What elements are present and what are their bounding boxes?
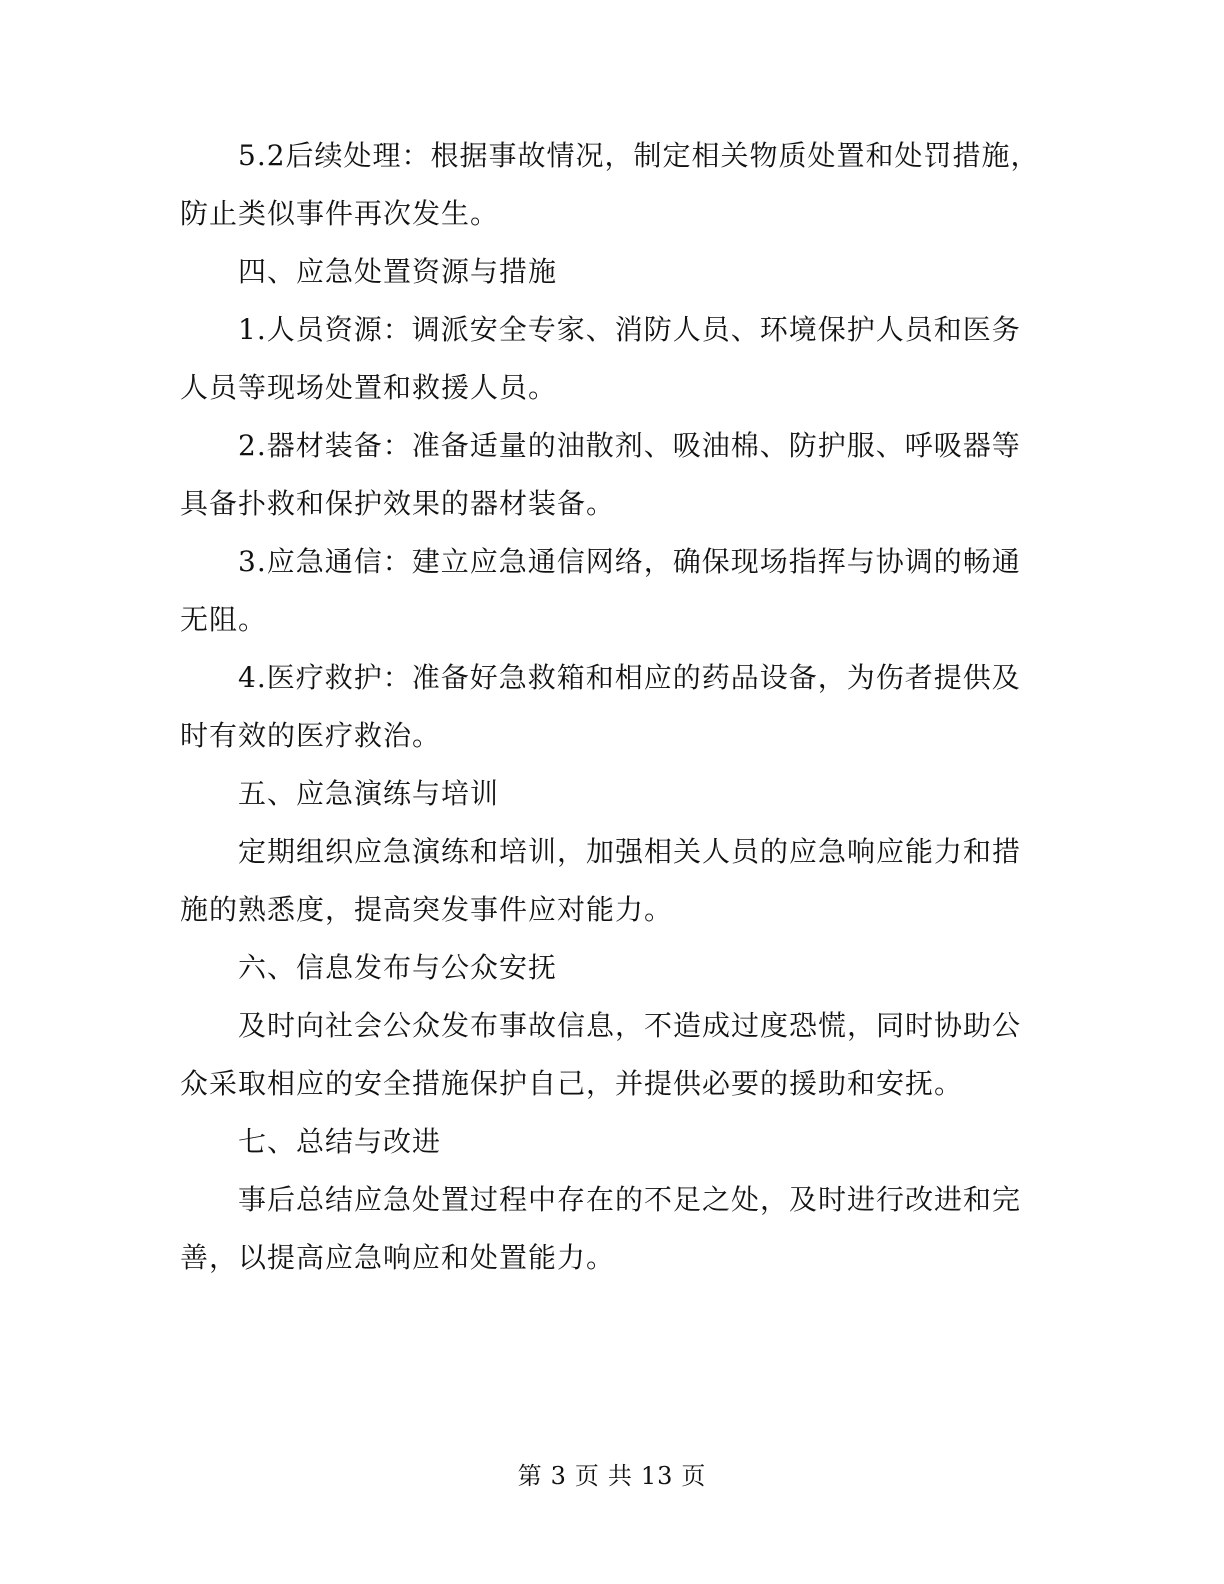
- document-body: [180, 127, 1040, 1287]
- paragraph-personnel: 1.人员资源：调派安全专家、消防人员、环境保护人员和医务人员等现场处置和救援人员。: [180, 313, 1021, 404]
- section-heading-summary: 七、总结与改进: [238, 1125, 442, 1158]
- section-heading-drills: 五、应急演练与培训: [238, 777, 500, 810]
- paragraph-drills: 定期组织应急演练和培训，加强相关人员的应急响应能力和措施的熟悉度，提高突发事件应对能力。: [180, 835, 1022, 926]
- footer-page-label: 页: [574, 1462, 600, 1490]
- footer-total-label: 共: [607, 1462, 633, 1490]
- section-heading-information: 六、信息发布与公众安抚: [238, 951, 558, 984]
- footer-prefix: 第: [517, 1462, 543, 1490]
- paragraph-equipment: 2.器材装备：准备适量的油散剂、吸油棉、防护服、呼吸器等具备扑救和保护效果的器材装备。: [180, 429, 1021, 520]
- paragraph-information: 及时向社会公众发布事故信息，不造成过度恐慌，同时协助公众采取相应的安全措施保护自己，并提供必要的援助和安抚。: [180, 1009, 1022, 1100]
- section-heading-resources: 四、应急处置资源与措施: [238, 255, 558, 288]
- paragraph-summary: 事后总结应急处置过程中存在的不足之处，及时进行改进和完善，以提高应急响应和处置能力。: [180, 1183, 1022, 1274]
- paragraph-communication: 3.应急通信：建立应急通信网络，确保现场指挥与协调的畅通无阻。: [180, 545, 1021, 636]
- footer-page-end-label: 页: [681, 1462, 707, 1490]
- footer-current-page: 3: [550, 1462, 567, 1490]
- paragraph-medical: 4.医疗救护：准备好急救箱和相应的药品设备，为伤者提供及时有效的医疗救治。: [180, 661, 1021, 752]
- page-footer: [0, 1460, 1224, 1492]
- paragraph-followup: 5.2后续处理：根据事故情况，制定相关物质处置和处罚措施，防止类似事件再次发生。: [180, 139, 1040, 230]
- footer-total-pages: 13: [640, 1462, 674, 1490]
